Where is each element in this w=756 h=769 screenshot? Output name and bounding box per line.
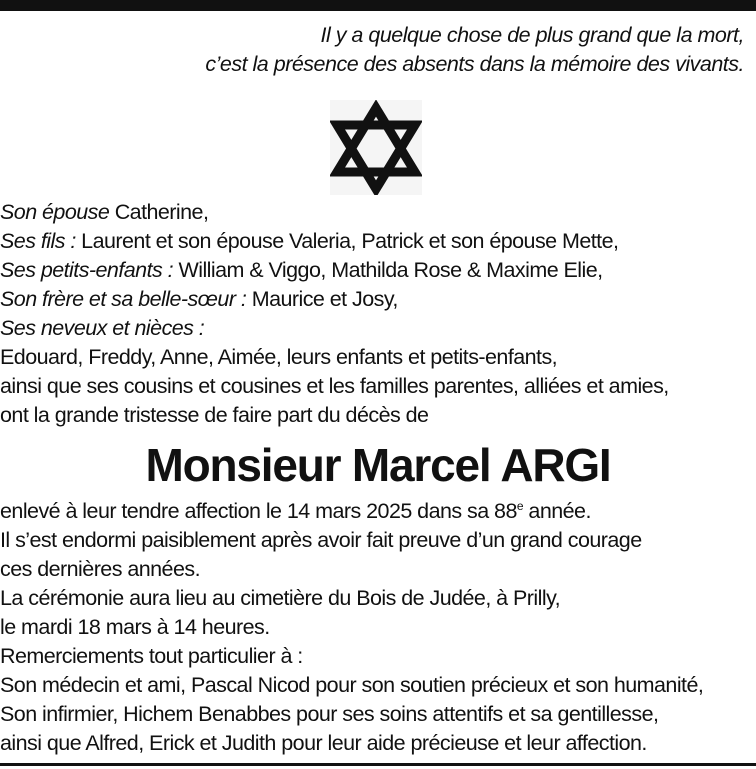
sons-line xyxy=(0,227,756,256)
grandchildren-names: William & Viggo, Mathilda Rose & Maxime Elie, xyxy=(173,258,603,282)
ordinal-suffix: e xyxy=(516,499,523,513)
sons-label: Ses fils : xyxy=(0,229,76,253)
epigraph-quote xyxy=(205,21,744,79)
sibling-line xyxy=(0,285,756,314)
quote-line-2: c’est la présence des absents dans la mémoire des vivants. xyxy=(205,52,744,76)
deceased-name: Monsieur Marcel ARGI xyxy=(145,439,611,491)
announcement-line: ont la grande tristesse de faire part du décès de xyxy=(0,403,429,427)
sons-names: Laurent et son épouse Valeria, Patrick et son épouse Mette, xyxy=(75,229,619,253)
sibling-names: Maurice et Josy, xyxy=(246,287,398,311)
sibling-label: Son frère et sa belle-sœur : xyxy=(0,287,247,311)
notice-details xyxy=(0,497,756,758)
thanks-friends: ainsi que Alfred, Erick et Judith pour leur aide précieuse et leur affection. xyxy=(0,731,647,755)
spouse-line xyxy=(0,198,756,227)
family-list xyxy=(0,198,756,430)
quote-line-1: Il y a quelque chose de plus grand que la mort, xyxy=(320,23,744,47)
spouse-label: Son épouse xyxy=(0,200,110,224)
thanks-nurse: Son infirmier, Hichem Benabbes pour ses soins attentifs et sa gentillesse, xyxy=(0,702,659,726)
nephews-names: Edouard, Freddy, Anne, Aimée, leurs enfants et petits-enfants, xyxy=(0,345,558,369)
cousins-line: ainsi que ses cousins et cousines et les familles parentes, alliées et amies, xyxy=(0,374,669,398)
star-of-david-icon xyxy=(330,100,422,195)
ceremony-line: La cérémonie aura lieu au cimetière du Bois de Judée, à Prilly, xyxy=(0,586,561,610)
bottom-rule xyxy=(0,763,756,766)
courage-line-2: ces dernières années. xyxy=(0,557,200,581)
top-rule xyxy=(0,0,756,11)
thanks-doctor: Son médecin et ami, Pascal Nicod pour son soutien précieux et son humanité, xyxy=(0,673,704,697)
nephews-label: Ses neveux et nièces : xyxy=(0,316,205,340)
grandchildren-line xyxy=(0,256,756,285)
spouse-name: Catherine, xyxy=(109,200,209,224)
passing-date-end: année. xyxy=(523,499,591,523)
ceremony-time-line: le mardi 18 mars à 14 heures. xyxy=(0,615,270,639)
thanks-heading: Remerciements tout particulier à : xyxy=(0,644,303,668)
star-of-david-graphic xyxy=(330,100,422,195)
passing-date-line xyxy=(0,497,756,526)
grandchildren-label: Ses petits-enfants : xyxy=(0,258,174,282)
passing-date-text: enlevé à leur tendre affection le 14 mars 2025 dans sa 88 xyxy=(0,499,517,523)
courage-line: Il s’est endormi paisiblement après avoir fait preuve d’un grand courage xyxy=(0,528,642,552)
